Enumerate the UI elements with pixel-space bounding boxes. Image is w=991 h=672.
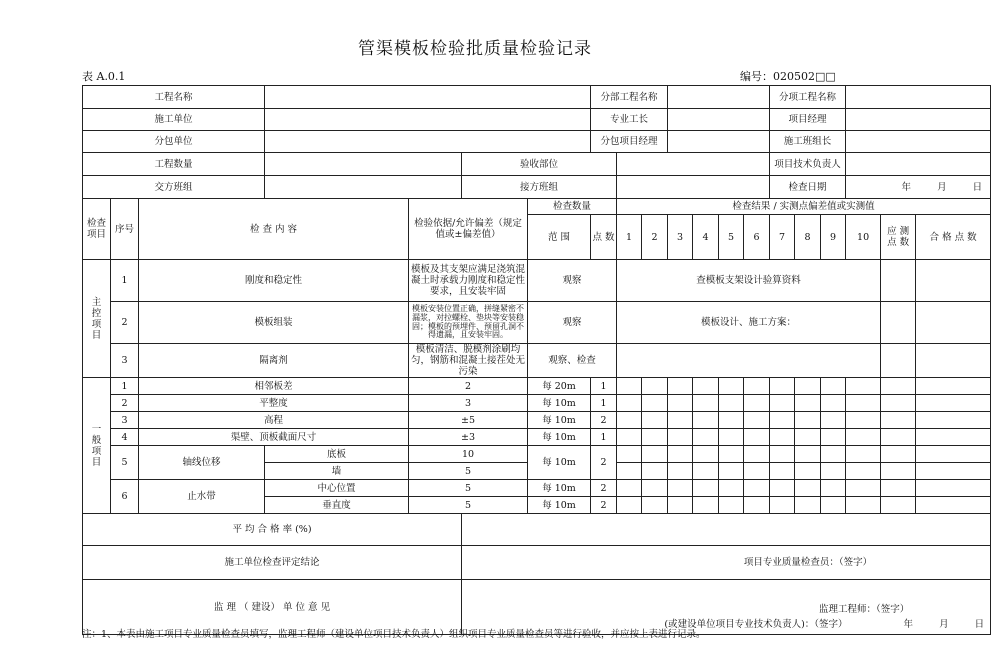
gen-row-5b-cell-7[interactable] <box>770 463 795 480</box>
col-num-9: 9 <box>821 215 846 260</box>
gen-row-4-cell-4[interactable] <box>693 429 719 446</box>
gen-row-6a-cell-7[interactable] <box>770 480 795 497</box>
gen-row-5a-sub: 底板 <box>265 446 409 463</box>
inspector-signature: 项目专业质量检查员：（签字） <box>743 557 873 568</box>
gen-row-2-measured[interactable] <box>881 395 916 412</box>
gen-row-6b-cell-5[interactable] <box>719 497 744 514</box>
tech-leader-value[interactable] <box>846 153 991 176</box>
col-basis: 检验依据/允许偏差（规定值或±偏差值） <box>409 199 528 260</box>
col-num-3: 3 <box>668 215 693 260</box>
gen-row-4-measured[interactable] <box>881 429 916 446</box>
gen-row-6-content: 止水带 <box>139 480 265 514</box>
gen-row-5b-measured[interactable] <box>881 463 916 480</box>
gen-row-5-no: 5 <box>111 446 139 480</box>
gen-row-2-cell-8[interactable] <box>795 395 821 412</box>
sub-manager-value[interactable] <box>668 131 770 153</box>
gen-row-4-range: 每 10m <box>528 429 591 446</box>
col-check-item: 检查项目 <box>83 199 111 260</box>
main-row-1-result[interactable]: 查模板支架设计验算资料 <box>617 260 881 302</box>
gen-row-1-basis: 2 <box>409 378 528 395</box>
conclusion-value[interactable] <box>462 546 991 580</box>
gen-row-6b-cell-8[interactable] <box>795 497 821 514</box>
tech-leader-label: 项目技术负责人 <box>770 153 846 176</box>
date-day: 日 <box>972 181 983 193</box>
gen-row-3-cell-8[interactable] <box>795 412 821 429</box>
col-num-4: 4 <box>693 215 719 260</box>
gen-row-2-cell-6[interactable] <box>744 395 770 412</box>
gen-row-2-cell-10[interactable] <box>846 395 881 412</box>
gen-row-6b-cell-7[interactable] <box>770 497 795 514</box>
col-seq: 序号 <box>111 199 139 260</box>
col-range: 范 围 <box>528 215 591 260</box>
gen-row-4-qualified[interactable] <box>916 429 991 446</box>
gen-row-6a-points: 2 <box>591 480 617 497</box>
receive-team-value[interactable] <box>617 176 770 199</box>
main-row-1-qualified[interactable] <box>916 260 991 302</box>
gen-row-5a-cell-9[interactable] <box>821 446 846 463</box>
construction-unit-value[interactable] <box>265 109 591 131</box>
gen-row-2-cell-5[interactable] <box>719 395 744 412</box>
receive-team-label: 接方班组 <box>462 176 617 199</box>
col-num-6: 6 <box>744 215 770 260</box>
main-row-3-qty: 观察、检查 <box>528 344 617 378</box>
gen-row-6a-measured[interactable] <box>881 480 916 497</box>
main-row-3-no: 3 <box>111 344 139 378</box>
gen-row-4-cell-5[interactable] <box>719 429 744 446</box>
main-row-2-content: 模板组装 <box>139 302 409 344</box>
avg-rate-label: 平 均 合 格 率 (%) <box>83 514 462 546</box>
main-row-2-measured[interactable] <box>881 302 916 344</box>
gen-row-3-cell-3[interactable] <box>668 412 693 429</box>
gen-row-4-cell-3[interactable] <box>668 429 693 446</box>
gen-row-6-no: 6 <box>111 480 139 514</box>
accept-part-value[interactable] <box>617 153 770 176</box>
gen-row-6a-basis: 5 <box>409 480 528 497</box>
item-project-label: 分项工程名称 <box>770 86 846 109</box>
gen-row-4-cell-1[interactable] <box>617 429 642 446</box>
gen-row-5a-cell-10[interactable] <box>846 446 881 463</box>
gen-row-6b-basis: 5 <box>409 497 528 514</box>
gen-row-6a-cell-9[interactable] <box>821 480 846 497</box>
gen-row-1-cell-7[interactable] <box>770 378 795 395</box>
general-items-label: 一般项目 <box>83 378 111 514</box>
gen-row-2-range: 每 10m <box>528 395 591 412</box>
gen-row-6b-qualified[interactable] <box>916 497 991 514</box>
accept-part-label: 验收部位 <box>462 153 617 176</box>
main-row-2-basis: 模板安装位置正确，拼缝紧密不漏浆，对拉螺栓、垫块等安装稳固；模板的预埋件、预留孔洞不得遗漏，且安装牢固。 <box>409 302 528 344</box>
gen-row-5b-basis: 5 <box>409 463 528 480</box>
gen-row-3-cell-10[interactable] <box>846 412 881 429</box>
gen-row-6a-sub: 中心位置 <box>265 480 409 497</box>
date-month: 月 <box>937 181 947 193</box>
item-project-value[interactable] <box>846 86 991 109</box>
supervision-label: 监 理 （ 建设） 单 位 意 见 <box>83 580 462 635</box>
gen-row-4-basis: ±3 <box>409 429 528 446</box>
gen-row-6a-cell-8[interactable] <box>795 480 821 497</box>
gen-row-6a-cell-3[interactable] <box>668 480 693 497</box>
gen-row-1-cell-2[interactable] <box>642 378 668 395</box>
col-check-qty: 检查数量 <box>528 199 617 215</box>
gen-row-1-cell-6[interactable] <box>744 378 770 395</box>
col-num-2: 2 <box>642 215 668 260</box>
gen-row-5-content: 轴线位移 <box>139 446 265 480</box>
gen-row-1-cell-9[interactable] <box>821 378 846 395</box>
gen-row-5b-cell-6[interactable] <box>744 463 770 480</box>
gen-row-5b-cell-10[interactable] <box>846 463 881 480</box>
subcontract-unit-value[interactable] <box>265 131 591 153</box>
gen-row-3-cell-2[interactable] <box>642 412 668 429</box>
gen-row-3-cell-4[interactable] <box>693 412 719 429</box>
gen-row-1-points: 1 <box>591 378 617 395</box>
quantity-label: 工程数量 <box>83 153 265 176</box>
gen-row-4-cell-6[interactable] <box>744 429 770 446</box>
gen-row-5a-cell-1[interactable] <box>617 446 642 463</box>
gen-row-5a-cell-8[interactable] <box>795 446 821 463</box>
gen-row-5b-cell-3[interactable] <box>668 463 693 480</box>
gen-row-3-cell-9[interactable] <box>821 412 846 429</box>
team-leader-label: 施工班组长 <box>770 131 846 153</box>
gen-row-6b-cell-2[interactable] <box>642 497 668 514</box>
main-row-1-basis: 模板及其支架应满足浇筑混凝土时承载力刚度和稳定性要求，且安装牢固 <box>409 260 528 302</box>
date-year: 年 <box>901 181 912 193</box>
gen-row-5b-qualified[interactable] <box>916 463 991 480</box>
gen-row-3-cell-5[interactable] <box>719 412 744 429</box>
gen-row-5b-cell-2[interactable] <box>642 463 668 480</box>
gen-row-5-range: 每 10m <box>528 446 591 480</box>
main-row-2-qualified[interactable] <box>916 302 991 344</box>
project-manager-value[interactable] <box>846 109 991 131</box>
owner-rep-signature: (或建设单位项目专业技术负责人)：（签字） <box>664 619 848 630</box>
col-num-5: 5 <box>719 215 744 260</box>
gen-row-3-qualified[interactable] <box>916 412 991 429</box>
main-items-label: 主控项目 <box>83 260 111 378</box>
gen-row-4-cell-9[interactable] <box>821 429 846 446</box>
gen-row-3-points: 2 <box>591 412 617 429</box>
gen-row-6a-range: 每 10m <box>528 480 591 497</box>
gen-row-6b-cell-1[interactable] <box>617 497 642 514</box>
gen-row-3-no: 3 <box>111 412 139 429</box>
gen-row-4-no: 4 <box>111 429 139 446</box>
gen-row-6b-points: 2 <box>591 497 617 514</box>
gen-row-5a-qualified[interactable] <box>916 446 991 463</box>
gen-row-5a-cell-5[interactable] <box>719 446 744 463</box>
col-measured: 应 测 点 数 <box>881 215 916 260</box>
avg-rate-value[interactable] <box>462 514 991 546</box>
gen-row-6a-cell-1[interactable] <box>617 480 642 497</box>
gen-row-1-no: 1 <box>111 378 139 395</box>
gen-row-6a-qualified[interactable] <box>916 480 991 497</box>
gen-row-3-cell-6[interactable] <box>744 412 770 429</box>
table-number: 表 A.0.1 <box>82 70 126 83</box>
main-row-1-qty: 观察 <box>528 260 617 302</box>
main-row-2-result[interactable]: 模板设计、施工方案： <box>617 302 881 344</box>
team-leader-value[interactable] <box>846 131 991 153</box>
gen-row-2-content: 平整度 <box>139 395 409 412</box>
gen-row-6b-range: 每 10m <box>528 497 591 514</box>
col-num-8: 8 <box>795 215 821 260</box>
gen-row-6b-sub: 垂直度 <box>265 497 409 514</box>
gen-row-5b-cell-4[interactable] <box>693 463 719 480</box>
gen-row-5-points: 2 <box>591 446 617 480</box>
gen-row-1-cell-5[interactable] <box>719 378 744 395</box>
gen-row-6a-cell-10[interactable] <box>846 480 881 497</box>
col-result: 检查结果 / 实测点偏差值或实测值 <box>617 199 991 215</box>
quantity-value[interactable] <box>265 153 462 176</box>
handover-team-value[interactable] <box>265 176 462 199</box>
gen-row-1-cell-10[interactable] <box>846 378 881 395</box>
gen-row-5b-cell-8[interactable] <box>795 463 821 480</box>
gen-row-5a-cell-3[interactable] <box>668 446 693 463</box>
gen-row-6a-cell-2[interactable] <box>642 480 668 497</box>
gen-row-5a-basis: 10 <box>409 446 528 463</box>
gen-row-6a-cell-4[interactable] <box>693 480 719 497</box>
gen-row-2-basis: 3 <box>409 395 528 412</box>
gen-row-5a-cell-6[interactable] <box>744 446 770 463</box>
gen-row-2-cell-3[interactable] <box>668 395 693 412</box>
main-row-3-result[interactable] <box>617 344 881 378</box>
project-name-value[interactable] <box>265 86 591 109</box>
gen-row-2-qualified[interactable] <box>916 395 991 412</box>
col-num-7: 7 <box>770 215 795 260</box>
gen-row-5b-cell-5[interactable] <box>719 463 744 480</box>
gen-row-6a-cell-6[interactable] <box>744 480 770 497</box>
gen-row-6b-cell-4[interactable] <box>693 497 719 514</box>
main-row-2-no: 2 <box>111 302 139 344</box>
gen-row-5b-cell-1[interactable] <box>617 463 642 480</box>
sign-month: 月 <box>939 619 949 630</box>
gen-row-4-cell-7[interactable] <box>770 429 795 446</box>
gen-row-1-range: 每 20m <box>528 378 591 395</box>
foreman-value[interactable] <box>668 109 770 131</box>
inspection-table <box>82 85 991 635</box>
gen-row-5a-measured[interactable] <box>881 446 916 463</box>
form-title: 管渠模板检验批质量检验记录 <box>358 39 592 59</box>
sub-project-value[interactable] <box>668 86 770 109</box>
gen-row-2-cell-4[interactable] <box>693 395 719 412</box>
subcontract-unit-label: 分包单位 <box>83 131 265 153</box>
gen-row-5a-cell-7[interactable] <box>770 446 795 463</box>
gen-row-1-cell-3[interactable] <box>668 378 693 395</box>
main-row-1-no: 1 <box>111 260 139 302</box>
col-qualified: 合 格 点 数 <box>916 215 991 260</box>
main-row-3-measured[interactable] <box>881 344 916 378</box>
gen-row-6b-cell-10[interactable] <box>846 497 881 514</box>
gen-row-2-cell-1[interactable] <box>617 395 642 412</box>
gen-row-5a-cell-4[interactable] <box>693 446 719 463</box>
gen-row-3-basis: ±5 <box>409 412 528 429</box>
gen-row-4-cell-2[interactable] <box>642 429 668 446</box>
gen-row-6b-cell-3[interactable] <box>668 497 693 514</box>
construction-unit-label: 施工单位 <box>83 109 265 131</box>
check-date-label: 检查日期 <box>770 176 846 199</box>
gen-row-4-points: 1 <box>591 429 617 446</box>
gen-row-4-cell-10[interactable] <box>846 429 881 446</box>
gen-row-2-points: 1 <box>591 395 617 412</box>
supervisor-signature: 监理工程师：（签字） <box>819 604 910 615</box>
gen-row-2-cell-9[interactable] <box>821 395 846 412</box>
check-date-value[interactable] <box>846 176 991 199</box>
gen-row-4-content: 渠壁、顶板截面尺寸 <box>139 429 409 446</box>
main-row-3-qualified[interactable] <box>916 344 991 378</box>
gen-row-3-range: 每 10m <box>528 412 591 429</box>
gen-row-2-no: 2 <box>111 395 139 412</box>
gen-row-6b-cell-6[interactable] <box>744 497 770 514</box>
gen-row-1-content: 相邻板差 <box>139 378 409 395</box>
sign-day: 日 <box>974 619 985 630</box>
sign-year: 年 <box>903 619 914 630</box>
col-points: 点 数 <box>591 215 617 260</box>
gen-row-4-cell-8[interactable] <box>795 429 821 446</box>
gen-row-6b-measured[interactable] <box>881 497 916 514</box>
gen-row-6b-cell-9[interactable] <box>821 497 846 514</box>
gen-row-1-measured[interactable] <box>881 378 916 395</box>
gen-row-1-cell-4[interactable] <box>693 378 719 395</box>
col-num-1: 1 <box>617 215 642 260</box>
serial-number: 编号：020502□□ <box>740 70 836 83</box>
handover-team-label: 交方班组 <box>83 176 265 199</box>
sub-manager-label: 分包项目经理 <box>591 131 668 153</box>
col-content: 检 查 内 容 <box>139 199 409 260</box>
gen-row-1-cell-1[interactable] <box>617 378 642 395</box>
gen-row-5b-sub: 墙 <box>265 463 409 480</box>
gen-row-5b-cell-9[interactable] <box>821 463 846 480</box>
main-row-3-content: 隔离剂 <box>139 344 409 378</box>
main-row-1-content: 刚度和稳定性 <box>139 260 409 302</box>
gen-row-1-cell-8[interactable] <box>795 378 821 395</box>
foreman-label: 专业工长 <box>591 109 668 131</box>
gen-row-2-cell-7[interactable] <box>770 395 795 412</box>
main-row-1-measured[interactable] <box>881 260 916 302</box>
col-num-10: 10 <box>846 215 881 260</box>
main-row-3-basis: 模板清洁、脱模剂涂刷均匀，钢筋和混凝土接茬处无污染 <box>409 344 528 378</box>
gen-row-6a-cell-5[interactable] <box>719 480 744 497</box>
project-manager-label: 项目经理 <box>770 109 846 131</box>
footnote: 注：1、本表由施工项目专业质量检查员填写，监理工程师（建设单位项目技术负责人）组织项目专业质量检查员等进行验收，并应按上表进行记录。 <box>82 629 706 640</box>
main-row-2-qty: 观察 <box>528 302 617 344</box>
sub-project-label: 分部工程名称 <box>591 86 668 109</box>
project-name-label: 工程名称 <box>83 86 265 109</box>
gen-row-3-cell-7[interactable] <box>770 412 795 429</box>
gen-row-2-cell-2[interactable] <box>642 395 668 412</box>
gen-row-3-cell-1[interactable] <box>617 412 642 429</box>
gen-row-3-content: 高程 <box>139 412 409 429</box>
gen-row-1-qualified[interactable] <box>916 378 991 395</box>
gen-row-5a-cell-2[interactable] <box>642 446 668 463</box>
gen-row-3-measured[interactable] <box>881 412 916 429</box>
conclusion-label: 施工单位检查评定结论 <box>83 546 462 580</box>
